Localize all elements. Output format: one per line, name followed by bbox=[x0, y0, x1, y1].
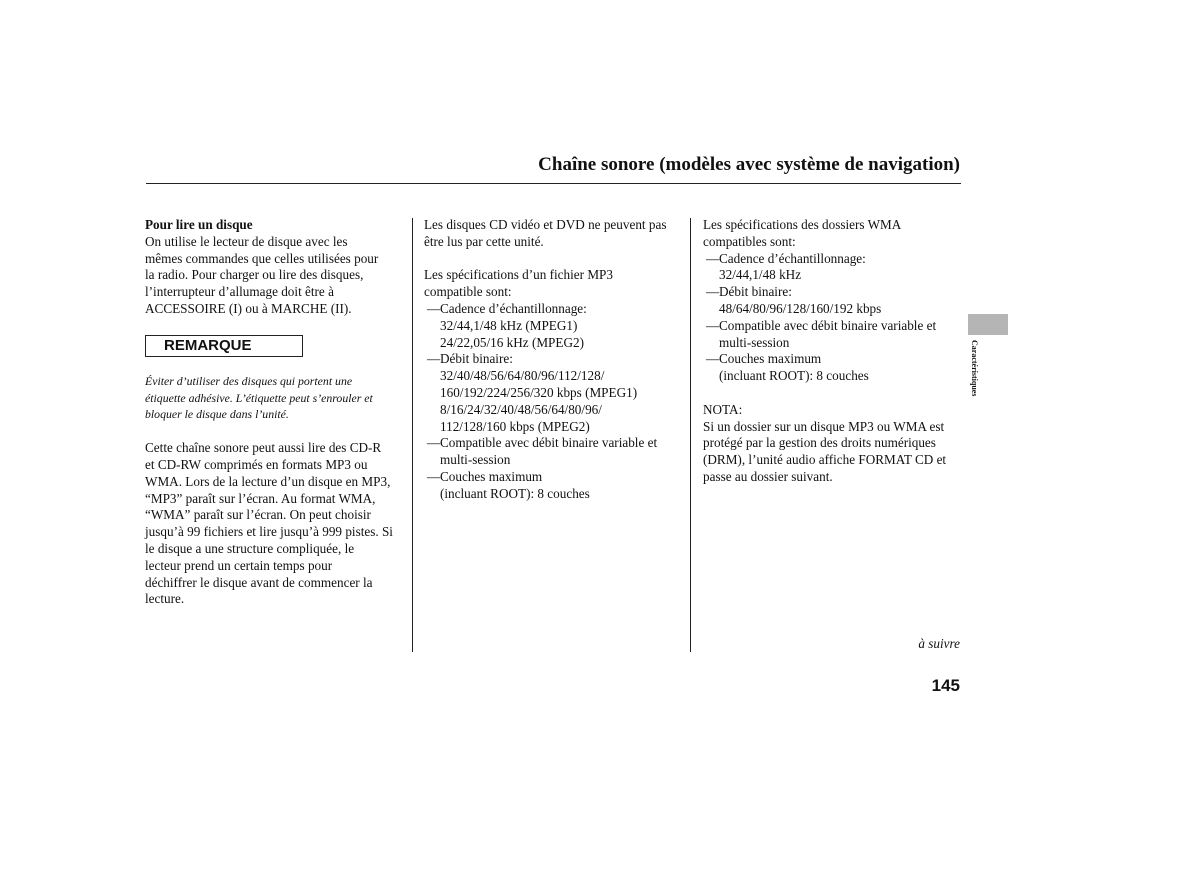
spec-item bbox=[424, 469, 686, 486]
spec-item-value: 112/128/160 kbps (MPEG2) bbox=[440, 418, 590, 434]
intro-line: ACCESSOIRE (I) ou à MARCHE (II). bbox=[145, 300, 352, 316]
remarque-box bbox=[145, 335, 303, 357]
para-line: déchiffrer le disque avant de commencer la bbox=[145, 574, 373, 590]
nota-line: Si un dossier sur un disque MP3 ou WMA est bbox=[703, 418, 945, 434]
section-side-label-text: Caractéristiques bbox=[970, 340, 979, 397]
nota-line: passe au dossier suivant. bbox=[703, 468, 833, 484]
page-title: Chaîne sonore (modèles avec système de navigation) bbox=[538, 154, 960, 175]
section-side-label bbox=[968, 340, 982, 420]
intro-line: compatibles sont: bbox=[703, 233, 796, 249]
intro-line: la radio. Pour charger ou lire des disques, bbox=[145, 267, 364, 283]
column-divider-1 bbox=[412, 218, 413, 652]
spec-item-label: Cadence d’échantillonnage: bbox=[719, 250, 866, 266]
intro-line: l’interrupteur d’allumage doit être à bbox=[145, 284, 334, 300]
page-number: 145 bbox=[931, 676, 960, 695]
spec-item-value: 48/64/80/96/128/160/192 kbps bbox=[719, 300, 882, 316]
dash-marker: — bbox=[706, 250, 720, 266]
intro-line: Les disques CD vidéo et DVD ne peuvent pas bbox=[424, 217, 667, 232]
para-line: lecture. bbox=[145, 591, 185, 607]
remarque-label: REMARQUE bbox=[164, 336, 252, 354]
spec-item-value: multi-session bbox=[440, 452, 511, 468]
dash-marker: — bbox=[427, 300, 441, 316]
spec-item bbox=[703, 284, 965, 301]
spec-item bbox=[703, 351, 965, 368]
note-line: bloquer le disque dans l’unité. bbox=[145, 407, 289, 422]
spec-item-value: 32/44,1/48 kHz bbox=[719, 267, 802, 283]
para-line: “WMA” paraît sur l’écran. On peut choisir bbox=[145, 507, 371, 523]
spec-item bbox=[703, 318, 965, 335]
remarque-note bbox=[145, 373, 407, 423]
dash-marker: — bbox=[427, 468, 441, 484]
continued-label: à suivre bbox=[918, 636, 960, 651]
column-3 bbox=[703, 217, 965, 486]
column-divider-2 bbox=[690, 218, 691, 652]
spec-intro-line: Les spécifications d’un fichier MP3 bbox=[424, 267, 613, 283]
column-1 bbox=[145, 217, 407, 608]
spec-item bbox=[424, 301, 686, 318]
spec-item-value: (incluant ROOT): 8 couches bbox=[719, 368, 869, 384]
spec-item-label: Débit binaire: bbox=[440, 351, 513, 367]
spec-item-value: 160/192/224/256/320 kbps (MPEG1) bbox=[440, 384, 638, 400]
dash-marker: — bbox=[427, 351, 441, 367]
header-rule bbox=[146, 183, 961, 184]
intro-line: On utilise le lecteur de disque avec les bbox=[145, 233, 348, 249]
para-line: WMA. Lors de la lecture d’un disque en MP3, bbox=[145, 473, 391, 489]
spec-item bbox=[424, 351, 686, 368]
spec-item-value: multi-session bbox=[719, 334, 790, 350]
spec-item-value: 8/16/24/32/40/48/56/64/80/96/ bbox=[440, 401, 602, 417]
spec-item-value: (incluant ROOT): 8 couches bbox=[440, 485, 590, 501]
para-line: Cette chaîne sonore peut aussi lire des CD-R bbox=[145, 440, 382, 456]
spec-item-label: Couches maximum bbox=[719, 351, 822, 367]
spec-item-label: Couches maximum bbox=[440, 468, 543, 484]
nota-line: protégé par la gestion des droits numériques bbox=[703, 435, 936, 451]
intro-line: mêmes commandes que celles utilisées pour bbox=[145, 250, 379, 266]
para-line: “MP3” paraît sur l’écran. Au format WMA, bbox=[145, 490, 376, 506]
spec-item-value: 32/44,1/48 kHz (MPEG1) bbox=[440, 317, 578, 333]
spec-item bbox=[424, 435, 686, 452]
section-heading: Pour lire un disque bbox=[145, 217, 253, 232]
spec-item-value: 24/22,05/16 kHz (MPEG2) bbox=[440, 334, 584, 350]
para-line: jusqu’à 99 fichiers et lire jusqu’à 999 pistes. Si bbox=[145, 524, 393, 540]
spec-item-label: Débit binaire: bbox=[719, 284, 792, 300]
spec-item-value: 32/40/48/56/64/80/96/112/128/ bbox=[440, 368, 605, 384]
spec-item-label: Compatible avec débit binaire variable et bbox=[440, 435, 658, 451]
note-line: étiquette adhésive. L’étiquette peut s’enrouler et bbox=[145, 390, 373, 405]
spec-item-label: Cadence d’échantillonnage: bbox=[440, 300, 587, 316]
spec-intro-line: compatible sont: bbox=[424, 284, 512, 300]
intro-line: être lus par cette unité. bbox=[424, 233, 544, 249]
spec-item bbox=[703, 251, 965, 268]
note-line: Éviter d’utiliser des disques qui portent une bbox=[145, 373, 353, 388]
dash-marker: — bbox=[427, 435, 441, 451]
section-tab bbox=[968, 314, 1008, 335]
dash-marker: — bbox=[706, 351, 720, 367]
nota-line: (DRM), l’unité audio affiche FORMAT CD et bbox=[703, 452, 947, 468]
column-2 bbox=[424, 217, 686, 503]
intro-line: Les spécifications des dossiers WMA bbox=[703, 217, 902, 232]
para-line: le disque a une structure compliquée, le bbox=[145, 540, 355, 556]
para-line: et CD-RW comprimés en formats MP3 ou bbox=[145, 456, 368, 472]
dash-marker: — bbox=[706, 317, 720, 333]
spec-item-label: Compatible avec débit binaire variable et bbox=[719, 317, 937, 333]
nota-label: NOTA: bbox=[703, 401, 743, 417]
dash-marker: — bbox=[706, 284, 720, 300]
para-line: lecteur prend un certain temps pour bbox=[145, 557, 333, 573]
